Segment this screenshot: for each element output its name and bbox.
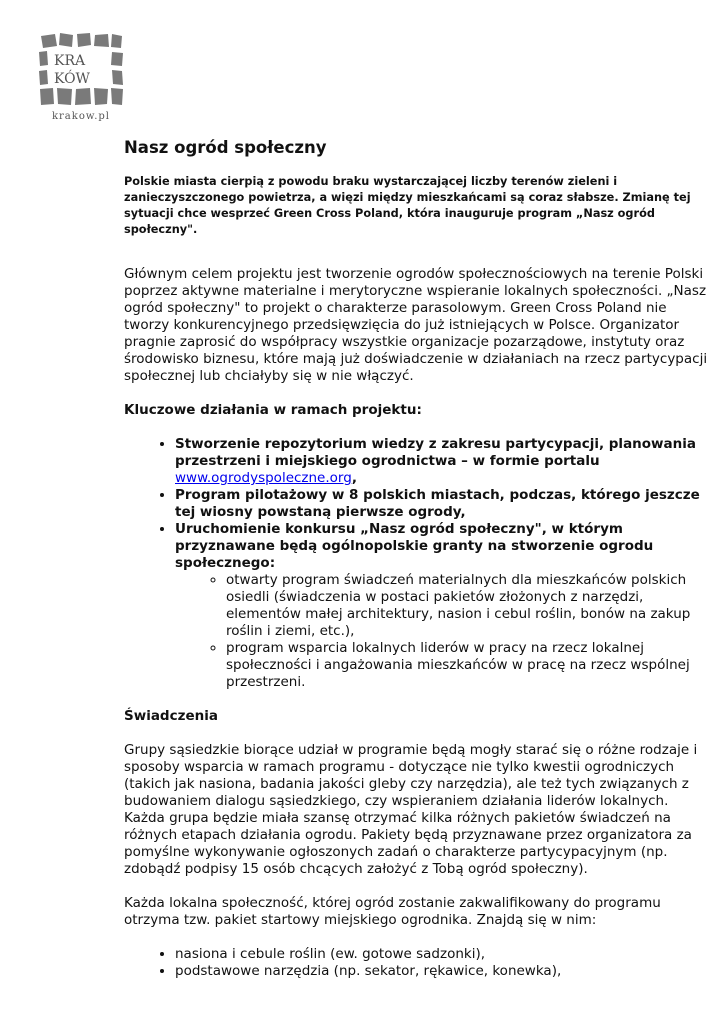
page-title: Nasz ogród społeczny	[124, 138, 327, 157]
logo-line1: KRA	[54, 53, 86, 69]
starter-pack-list	[124, 946, 712, 980]
portal-link[interactable]: www.ogrodyspoleczne.org	[175, 470, 352, 486]
key-action-text: Uruchomienie konkursu „Nasz ogród społeczny", w którym przyznawane będą ogólnopolskie granty na stworzenie ogrodu społecznego:	[175, 521, 654, 571]
key-action-text: Stworzenie repozytorium wiedzy z zakresu partycypacji, planowania przestrzeni i miejskiego ogrodnictwa – w formie portalu	[175, 436, 696, 469]
key-action-item	[175, 521, 712, 691]
key-action-comma: ,	[351, 470, 357, 486]
benefits-heading: Świadczenia	[124, 708, 218, 724]
intro-paragraph: Głównym celem projektu jest tworzenie ogrodów społecznościowych na terenie Polski poprzez aktywne materialne i merytoryczne wspieranie lokalnych społeczności. „Nasz ogród społeczny" to projekt o charakterze parasolowym. Green Cross Poland nie tworzy konkurencyjnego przedsięwzięcia do już istniejących w Polsce. Organizator pragnie zaprosić do współpracy wszystkie organizacje pozarządowe, instytuty oraz środowisko biznesu, które mają już doświadczenie w działaniach na rzecz partycypacji społecznej lub chciałyby się w nie włączyć.	[124, 266, 708, 384]
lead-paragraph: Polskie miasta cierpią z powodu braku wystarczającej liczby terenów zieleni i zanieczyszczonego powietrza, a więzi między mieszkańcami są coraz słabsze. Zmianę tej sytuacji chce wesprzeć Green Cross Poland, która inauguruje program „Nasz ogród społeczny".	[124, 175, 691, 236]
article	[124, 138, 712, 997]
krakow-logo-mark	[38, 32, 124, 126]
contest-subitem: ◦ otwarty program świadczeń materialnych dla mieszkańców polskich osiedli (świadczenia w postaci pakietów złożonych z narzędzi, elementów małej architektury, nasion i cebul roślin, bonów na zakup roślin i ziemi, etc.),	[226, 572, 712, 640]
contest-sublist	[175, 572, 712, 691]
contest-subitem: ◦ program wsparcia lokalnych liderów w pracy na rzecz lokalnej społeczności i angażowania mieszkańców w pracę na rzecz wspólnej przestrzeni.	[226, 640, 712, 691]
key-action-item	[175, 436, 712, 487]
key-actions-heading: Kluczowe działania w ramach projektu:	[124, 402, 422, 418]
key-action-item: • Program pilotażowy w 8 polskich miastach, podczas, którego jeszcze tej wiosny powstaną pierwsze ogrody,	[175, 487, 712, 521]
benefits-paragraph: Grupy sąsiedzkie biorące udział w programie będą mogły starać się o różne rodzaje i sposoby wsparcia w ramach programu - dotyczące nie tylko kwestii ogrodniczych (takich jak nasiona, badania jakości gleby czy narzędzia), ale też tych związanych z budowaniem dialogu sąsiedzkiego, czy wspieraniem działania liderów lokalnych. Każda grupa będzie miała szansę otrzymać kilka różnych pakietów świadczeń na różnych etapach działania ogrodu. Pakiety będą przyznawane przez organizatora za pomyślne wykonywanie ogłoszonych zadań o charakterze partycypacyjnym (np. zdobądź podpisy 15 osób chcących założyć z Tobą ogród społeczny).	[124, 742, 698, 877]
logo-url: krakow.pl	[51, 111, 111, 122]
starter-pack-item: • nasiona i cebule roślin (ew. gotowe sadzonki),	[175, 946, 712, 963]
krakow-logo	[38, 32, 124, 126]
starter-pack-item: • podstawowe narzędzia (np. sekator, rękawice, konewka),	[175, 963, 712, 980]
starter-pack-paragraph: Każda lokalna społeczność, której ogród zostanie zakwalifikowany do programu otrzyma tzw. pakiet startowy miejskiego ogrodnika. Znajdą się w nim:	[124, 895, 661, 928]
logo-line2: KÓW	[54, 71, 90, 87]
key-actions-list	[124, 436, 712, 691]
